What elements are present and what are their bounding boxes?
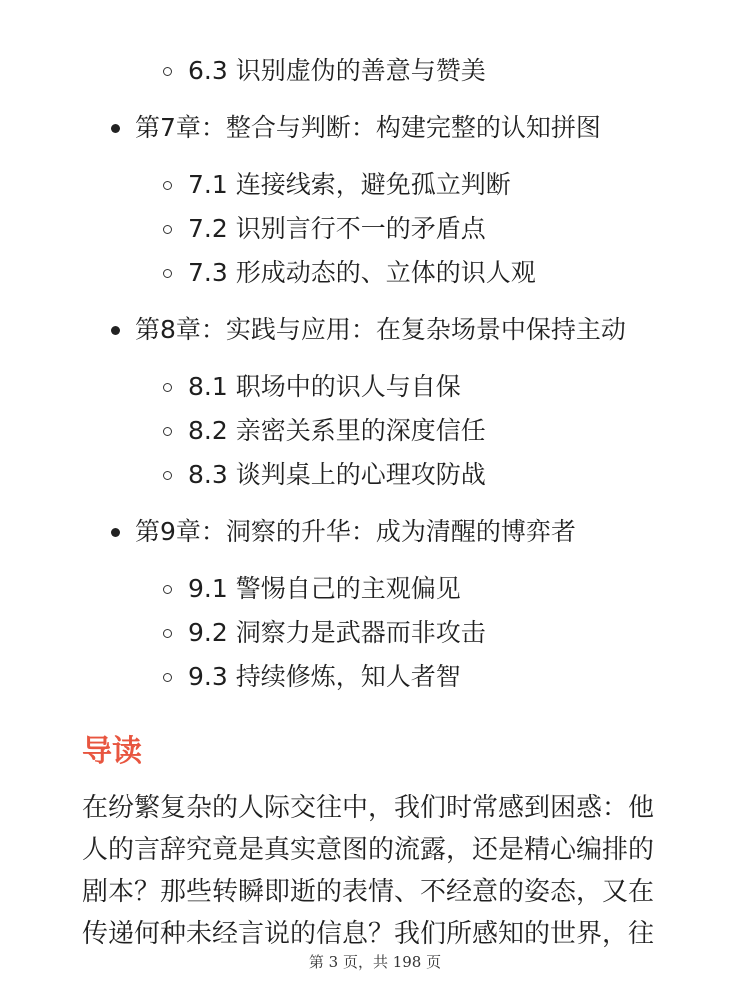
toc-item-chapter-8[interactable]: 第8章：实践与应用：在复杂场景中保持主动	[135, 315, 626, 344]
toc-item-7-1[interactable]: 7.1 连接线索，避免孤立判断	[188, 170, 511, 199]
subsection-bullet-icon	[163, 67, 172, 76]
toc-item-chapter-7[interactable]: 第7章：整合与判断：构建完整的认知拼图	[135, 113, 601, 142]
toc-item-9-3[interactable]: 9.3 持续修炼，知人者智	[188, 662, 461, 691]
subsection-bullet-icon	[163, 585, 172, 594]
subsection-bullet-icon	[163, 673, 172, 682]
chapter-bullet-icon	[111, 326, 120, 335]
toc-item-chapter-9[interactable]: 第9章：洞察的升华：成为清醒的博弈者	[135, 517, 576, 546]
paragraph-line: 剧本？那些转瞬即逝的表情、不经意的姿态，又在	[82, 877, 655, 907]
toc-item-7-2[interactable]: 7.2 识别言行不一的矛盾点	[188, 214, 486, 243]
subsection-bullet-icon	[163, 471, 172, 480]
paragraph-line: 人的言辞究竟是真实意图的流露，还是精心编排的	[82, 835, 655, 865]
chapter-bullet-icon	[111, 124, 120, 133]
subsection-bullet-icon	[163, 629, 172, 638]
toc-item-6-3[interactable]: 6.3 识别虚伪的善意与赞美	[188, 56, 486, 85]
toc-item-8-1[interactable]: 8.1 职场中的识人与自保	[188, 372, 461, 401]
subsection-bullet-icon	[163, 383, 172, 392]
toc-item-7-3[interactable]: 7.3 形成动态的、立体的识人观	[188, 258, 536, 287]
toc-item-9-2[interactable]: 9.2 洞察力是武器而非攻击	[188, 618, 486, 647]
toc-item-8-3[interactable]: 8.3 谈判桌上的心理攻防战	[188, 460, 486, 489]
toc-item-9-1[interactable]: 9.1 警惕自己的主观偏见	[188, 574, 461, 603]
intro-paragraph	[82, 787, 672, 955]
toc-item-8-2[interactable]: 8.2 亲密关系里的深度信任	[188, 416, 486, 445]
page-number: 第 3 页，共 198 页	[308, 953, 442, 971]
subsection-bullet-icon	[163, 181, 172, 190]
paragraph-line: 在纷繁复杂的人际交往中，我们时常感到困惑：他	[82, 793, 655, 823]
chapter-bullet-icon	[111, 528, 120, 537]
paragraph-line: 传递何种未经言说的信息？我们所感知的世界，往	[82, 919, 655, 949]
subsection-bullet-icon	[163, 427, 172, 436]
section-heading-intro: 导读	[82, 734, 142, 769]
subsection-bullet-icon	[163, 269, 172, 278]
subsection-bullet-icon	[163, 225, 172, 234]
